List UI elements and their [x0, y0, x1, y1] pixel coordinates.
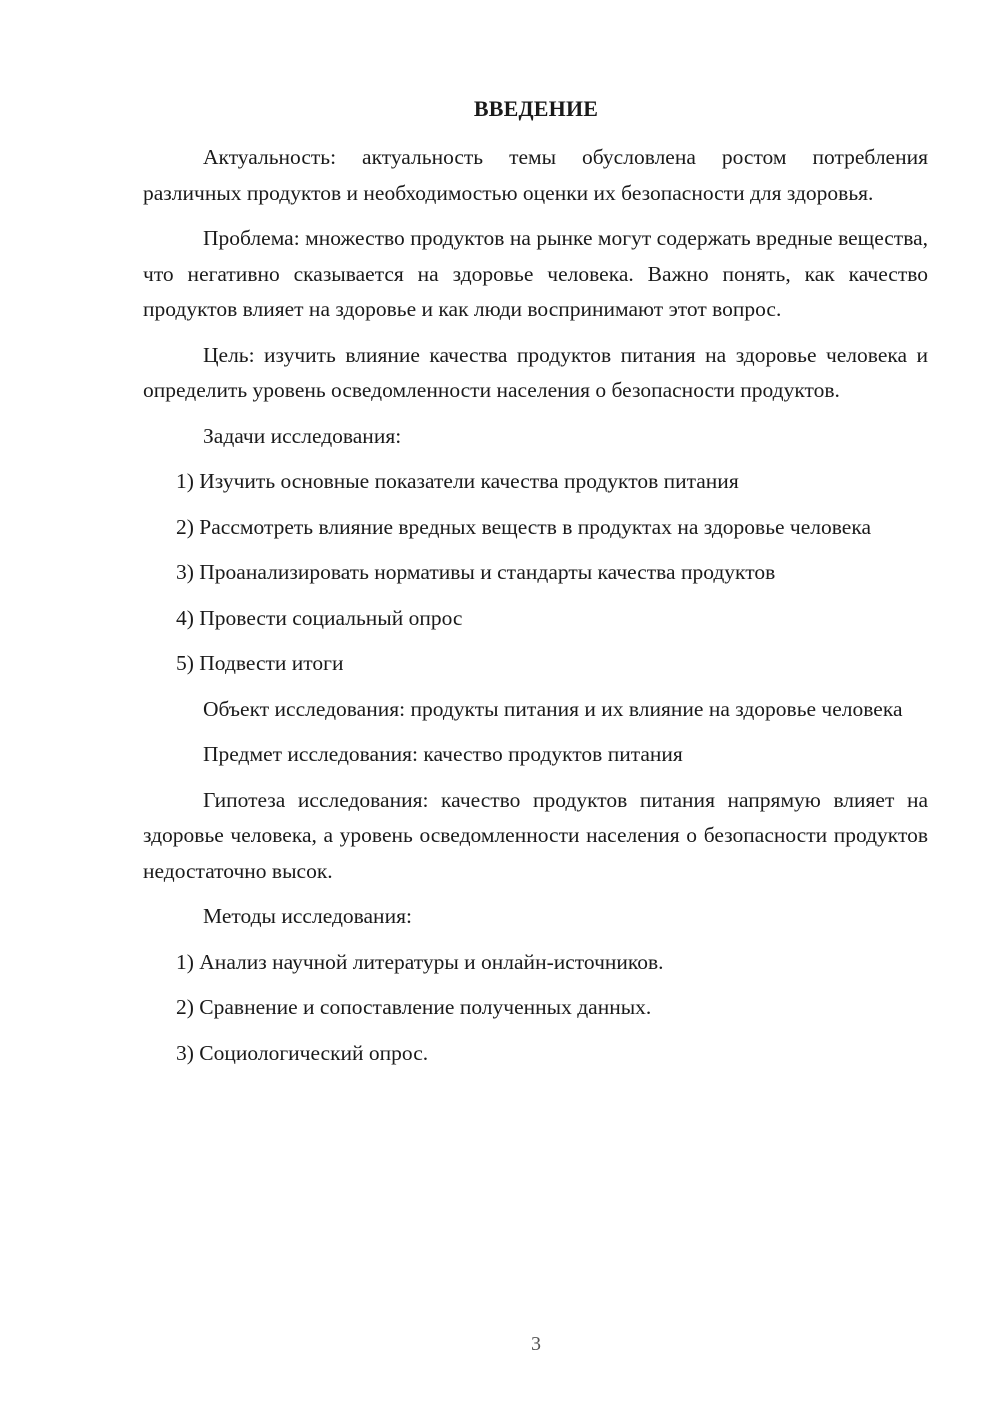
- paragraph-relevance: Актуальность: актуальность темы обусловлена ростом потребления различных продуктов и необходимостью оценки их безопасности для здоровья.: [143, 145, 928, 205]
- method-item: 2) Сравнение и сопоставление полученных данных.: [176, 995, 652, 1019]
- task-item: 3) Проанализировать нормативы и стандарты качества продуктов: [176, 560, 776, 584]
- page-number: 3: [531, 1333, 541, 1355]
- paragraph-object: Объект исследования: продукты питания и их влияние на здоровье человека: [203, 696, 903, 721]
- method-item: 3) Социологический опрос.: [176, 1040, 429, 1065]
- body-text: [143, 140, 928, 1081]
- task-item: 5) Подвести итоги: [176, 651, 344, 675]
- task-item: 1) Изучить основные показатели качества продуктов питания: [176, 469, 739, 493]
- task-item: 4) Провести социальный опрос: [176, 605, 463, 630]
- section-title: ВВЕДЕНИЕ: [473, 96, 599, 121]
- task-item: 2) Рассмотреть влияние вредных веществ в продуктах на здоровье человека: [176, 514, 871, 539]
- paragraph-problem: Проблема: множество продуктов на рынке могут содержать вредные вещества, что негативно сказывается на здоровье человека. Важно понять, как качество продуктов влияет на здоровье и как люди воспринимают этот вопрос.: [143, 226, 928, 321]
- method-item: 1) Анализ научной литературы и онлайн-источников.: [176, 949, 664, 974]
- paragraph-subject: Предмет исследования: качество продуктов питания: [203, 742, 683, 766]
- paragraph-goal: Цель: изучить влияние качества продуктов питания на здоровье человека и определить уровень осведомленности населения о безопасности продуктов.: [143, 342, 928, 402]
- methods-heading: Методы исследования:: [203, 904, 412, 928]
- tasks-heading: Задачи исследования:: [203, 423, 402, 448]
- paragraph-hypothesis: Гипотеза исследования: качество продуктов питания напрямую влияет на здоровье человека, а уровень осведомленности населения о безопасности продуктов недостаточно высок.: [143, 787, 928, 883]
